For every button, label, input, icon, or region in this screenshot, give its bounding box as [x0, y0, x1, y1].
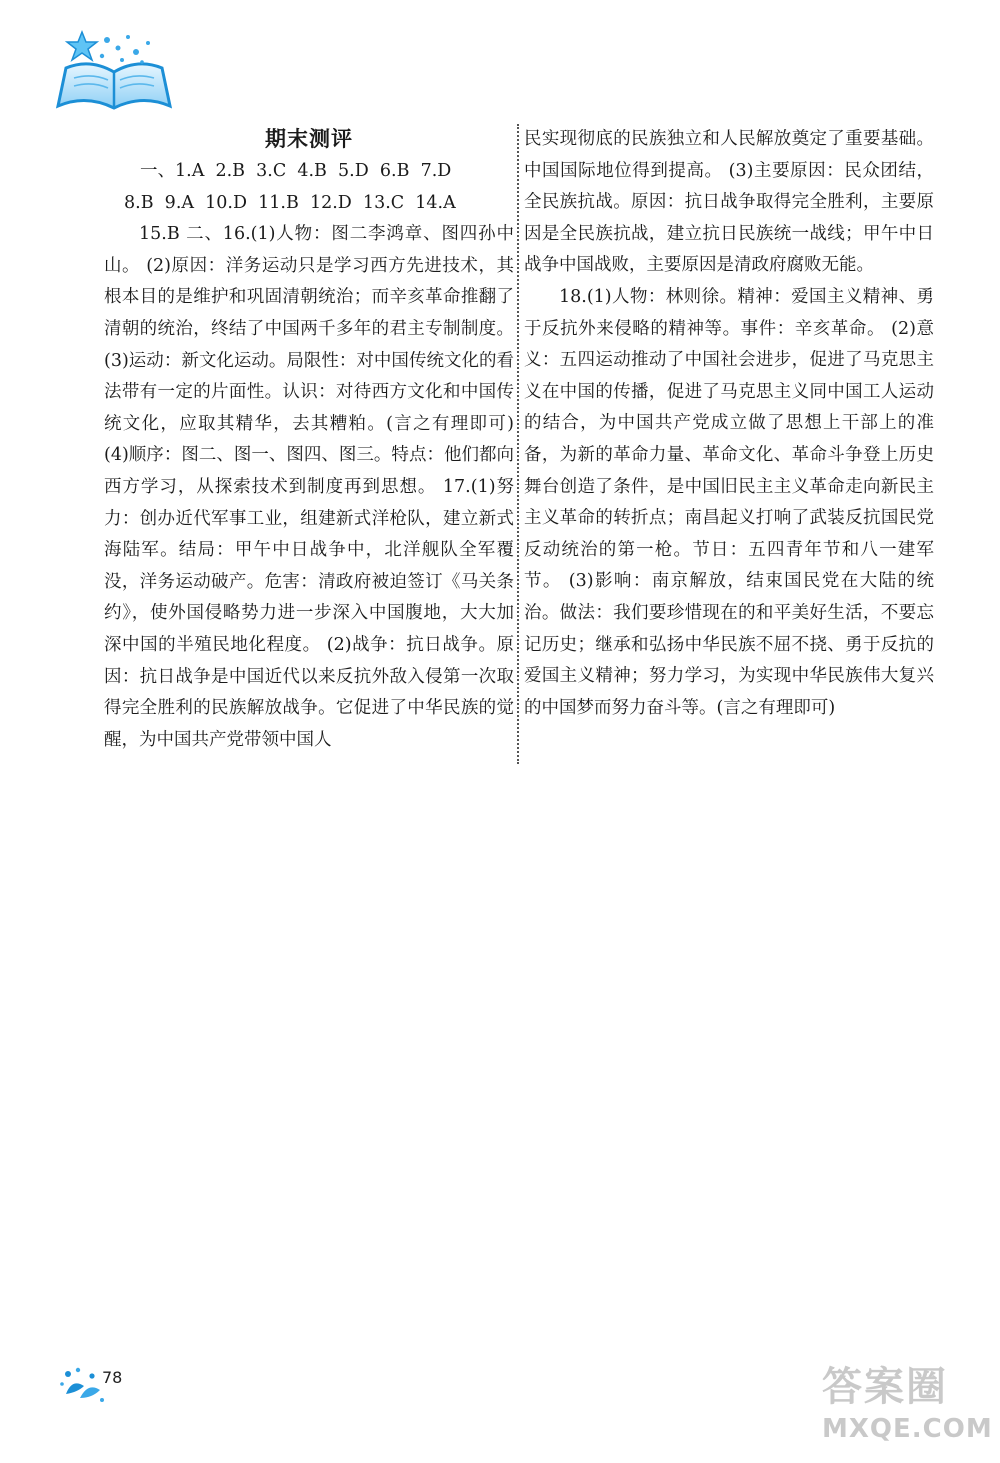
answer-paragraph-right-2: 18.(1)人物：林则徐。精神：爱国主义精神、勇于反抗外来侵略的精神等。事件：辛亥革命。 (2)意义：五四运动推动了中国社会进步，促进了马克思主义在中国的传播，促进了马克思主义同中国工人运动的结合，为中国共产党成立做了思想上干部上的准备，为新的革命力量、革命文化、革命斗争登上历史舞台创造了条件，是中国旧民主主义革命走向新民主主义革命的转折点；南昌起义打响了武装反抗国民党反动统治的第一枪。节日：五四青年节和八一建军节。 (3)影响：南京解放，结束国民党在大陆的统治。做法：我们要珍惜现在的和平美好生活，不要忘记历史；继承和弘扬中华民族不屈不挠、勇于反抗的爱国主义精神；努力学习，为实现中华民族伟大复兴的中国梦而努力奋斗等。(言之有理即可): [524, 286, 934, 718]
section-title: 期末测评: [265, 127, 353, 151]
answer-paragraph-right-1: 民实现彻底的民族独立和人民解放奠定了重要基础。中国国际地位得到提高。 (3)主要原因：民众团结，全民族抗战。原因：抗日战争取得完全胜利，主要原因是全民族抗战，建立抗日民族统一战线；甲午中日战争中国战败，主要原因是清政府腐败无能。: [524, 129, 934, 276]
watermark-en: MXQE.COM: [822, 1414, 993, 1444]
answer-paragraph-left: 15.B 二、16.(1)人物：图二李鸿章、图四孙中山。 (2)原因：洋务运动只是学习西方先进技术，其根本目的是维护和巩固清朝统治；而辛亥革命推翻了清朝的统治，终结了中国两千多年的君主专制制度。 (3)运动：新文化运动。局限性：对中国传统文化的看法带有一定的片面性。认识：对待西方文化和中国传统文化，应取其精华，去其糟粕。(言之有理即可) (4)顺序：图二、图一、图四、图三。特点：他们都向西方学习，从探索技术到制度再到思想。 17.(1)努力：创办近代军事工业，组建新式洋枪队，建立新式海陆军。结局：甲午中日战争中，北洋舰队全军覆没，洋务运动破产。危害：清政府被迫签订《马关条约》，使外国侵略势力进一步深入中国腹地，大大加深中国的半殖民地化程度。 (2)战争：抗日战争。原因：抗日战争是中国近代以来反抗外敌入侵第一次取得完全胜利的民族解放战争。它促进了中华民族的觉醒，为中国共产党带领中国人: [104, 224, 514, 750]
page-number: 78: [102, 1368, 123, 1387]
answer-column-left: [104, 124, 514, 756]
watermark-cn: 答案圈: [822, 1364, 948, 1410]
mc-answers-line-2: 8.B 9.A 10.D 11.B 12.D 13.C 14.A: [124, 192, 456, 213]
watermark-logo: [822, 1362, 993, 1457]
open-book-stars-icon: [52, 28, 176, 114]
mc-answers-line-1: 一、1.A 2.B 3.C 4.B 5.D 6.B 7.D: [140, 161, 452, 181]
answer-column-right: [524, 124, 934, 724]
column-divider: [517, 124, 519, 764]
